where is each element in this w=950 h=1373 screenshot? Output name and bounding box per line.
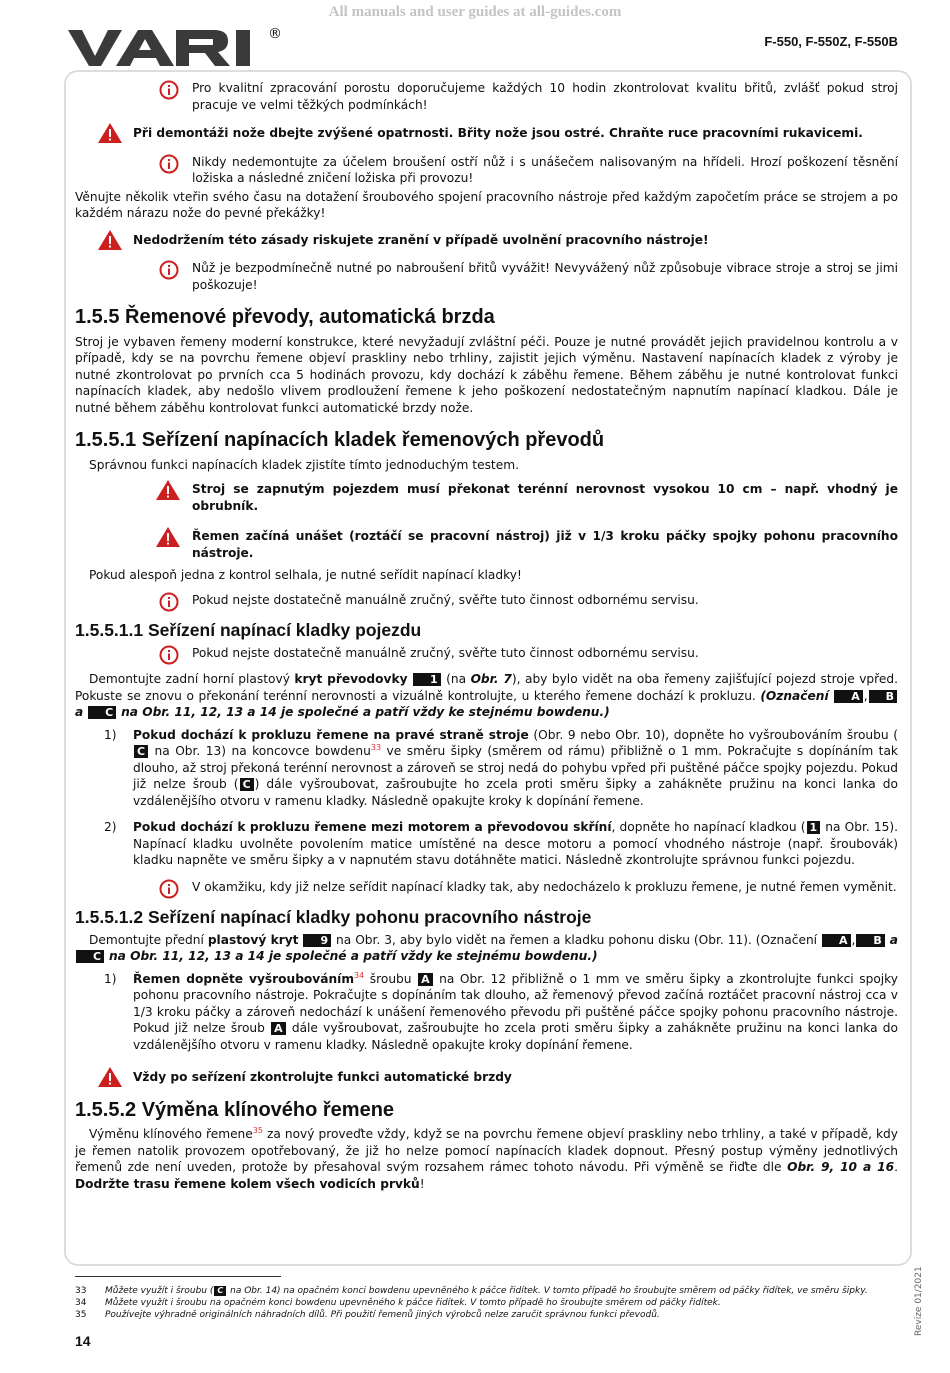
warning-triangle-icon [97, 122, 123, 149]
note-text: Nikdy nedemontujte za účelem broušení ostří nůž i s unášečem nalisovaným na hřídeli. Hrozí poškození těsnění ložiska a následné zničení ložiska při provozu! [192, 154, 898, 185]
section-heading-1-5-5-1-1: 1.5.5.1.1 Seřízení napínací kladky pojezdu [75, 620, 422, 640]
info-note [75, 592, 898, 609]
warning-triangle-icon [155, 479, 181, 506]
info-note [75, 879, 898, 896]
info-note [75, 260, 898, 293]
callout-box: C [76, 950, 104, 963]
callout-box: C [214, 1286, 226, 1296]
info-note [75, 154, 898, 187]
note-text: Nůž je bezpodmínečně nutné po nabroušení břitů vyvážit! Nevyvážený nůž způsobuje vibrace stroje a stroj se jimi poškozuje! [192, 261, 898, 292]
section-heading-1-5-5-2: 1.5.5.2 Výměna klínového řemene [75, 1098, 395, 1121]
footnote: 33 Můžete využít i šroubu ( C na Obr. 14) na opačném konci bowdenu upevněného k páčce řidítek. V tomto případě ho šroubujte směrem od páčky řidítek, ve směru šipky. [75, 1286, 868, 1296]
footnote-divider [75, 1276, 281, 1277]
callout-box: A [822, 934, 851, 947]
body-paragraph: Stroj je vybaven řemeny moderní konstrukce, které nevyžadují zvláštní péči. Pouze je nutné provádět jejich pravidelnou kontrolu a v případě, kdy se na povrchu řemene objeví praskliny nebo trhliny, zajistit jejich výměnu. Nastavení napínacích kladek z výroby je nutné zkontrolovat po prvních cca 5 hodinách provozu, kdy dochází k záběhu řemene. Během záběhu je nutné kontrolovat funkci napínacích kladek, aby nedošlo vlivem prodloužení řemene k jeho poškození nedostatečným napnutím napínací kladkou. Dále je nutné během záběhu kontrolovat funkci automatické brzdy nože. [75, 334, 898, 415]
callout-box: C [240, 778, 254, 791]
body-paragraph: Pokud alespoň jedna z kontrol selhala, je nutné seřídit napínací kladky! [89, 568, 522, 582]
callout-box: 1 [413, 673, 441, 686]
body-paragraph: Správnou funkci napínacích kladek zjistíte tímto jednoduchým testem. [89, 457, 519, 472]
info-circle-icon [159, 645, 179, 670]
footnote-ref: 34 [354, 970, 365, 980]
footnote-ref: 35 [252, 1125, 263, 1135]
section-heading-1-5-5: 1.5.5 Řemenové převody, automatická brzda [75, 306, 495, 328]
list-item: 1) Pokud dochází k prokluzu řemene na pravé straně stroje (Obr. 9 nebo Obr. 10), dopněte ho vyšroubováním šroubu (C na Obr. 13) na koncovce bowdenu$^{33}$ ve směru šipky (směrem od rámu) přibližně o 1 mm. Pokračujte s dopínáním tak dlouho, až stroj překoná terénní nerovnost a zároveň se stroj nedá do pohybu vpřed při puštěné páčce spojky pojezdu. Pokud již nelze šroub ( C ) dále vyšroubovat, zašroubujte ho zcela proti směru šipky a zahákněte pružinu na konci lanka do vzdálenějšího otvoru v ramenu kladky. Následně opakujte kroky k dopínání řemene. [104, 727, 899, 808]
info-circle-icon [159, 260, 179, 285]
model-header: F-550, F-550Z, F-550B [764, 34, 898, 49]
watermark: All manuals and user guides at all-guides.com [328, 4, 622, 20]
callout-box: B [856, 934, 884, 947]
warning-triangle-icon [155, 526, 181, 553]
warning-text: Vždy po seřízení zkontrolujte funkci automatické brzdy [133, 1070, 512, 1084]
note-text: Pokud nejste dostatečně manuálně zručný, svěřte tuto činnost odbornému servisu. [192, 592, 699, 607]
callout-box: A [834, 690, 863, 703]
warning-triangle-icon [97, 1066, 123, 1093]
warning-note [75, 125, 898, 142]
footnote: 34 Můžete využít i šroubu na opačném konci bowdenu upevněného k páčce řidítek. V tomto případě ho šroubujte směrem od páčky řidítek. [75, 1298, 721, 1308]
warning-note [75, 1069, 898, 1086]
callout-box: 9 [303, 934, 331, 947]
callout-box: C [134, 745, 148, 758]
warning-text: Řemen začíná unášet (roztáčí se pracovní nástroj) již v 1/3 kroku páčky spojky pohonu pracovního nástroje. [192, 529, 898, 560]
section-heading-1-5-5-1: 1.5.5.1 Seřízení napínacích kladek řemenových převodů [75, 429, 605, 451]
warning-note [75, 232, 898, 249]
warning-triangle-icon [97, 229, 123, 256]
info-note [75, 80, 898, 113]
warning-text: Stroj se zapnutým pojezdem musí překonat terénní nerovnost vysokou 10 cm – např. vhodný je obrubník. [192, 482, 898, 513]
page-number: 14 [75, 1333, 91, 1349]
footnote-ref: 33 [370, 742, 382, 752]
info-circle-icon [159, 80, 179, 105]
body-paragraph: Demontujte zadní horní plastový kryt převodovky 1 (na Obr. 7), aby bylo vidět na oba řemeny zajišťující pojezd stroje vpřed. Pokuste se znovu o překonání terénní nerovnosti a vizuálně kontrolujte, u kterého řemene dochází k prokluzu. (Označení A , B a C na Obr. 11, 12, 13 a 14 je společné a patří vždy ke stejnému bowdenu.) [75, 672, 898, 719]
info-note [75, 645, 898, 662]
info-circle-icon [159, 879, 179, 904]
footnotes [75, 1285, 895, 1321]
info-circle-icon [159, 592, 179, 617]
callout-box: 1 [807, 821, 821, 834]
warning-note [75, 481, 898, 514]
callout-box: A [418, 973, 433, 986]
section-heading-1-5-5-1-2: 1.5.5.1.2 Seřízení napínací kladky pohonu pracovního nástroje [75, 907, 592, 927]
body-paragraph: Demontujte přední plastový kryt 9 na Obr. 3, aby bylo vidět na řemen a kladku pohonu disku (Obr. 11). (Označení A , B a C na Obr. 11, 12, 13 a 14 je společné a patří vždy ke stejnému bowdenu.) [75, 932, 898, 965]
info-circle-icon [159, 154, 179, 179]
list-item: 1) Řemen dopněte vyšroubováním$^{34}$ šroubu A na Obr. 12 přibližně o 1 mm ve směru šipky a zkontrolujte funkci spojky pohonu pracovního nástroje. Pokračujte s dopínáním tak dlouho, až řemenový převod začíná roztáčet pracovní nástroj cca v 1/3 kroku páčky a zároveň nedochází k unášení řemenového převodu při puštěné páčce spojky pohonu pracovního nástroje. Pokud již nelze šroub A dále vyšroubovat, zašroubujte ho zcela proti směru šipky a zahákněte pružinu na konci lanka do vzdálenějšího otvoru v ramenu kladky. Následně opakujte kroky dopínání řemene. [104, 970, 898, 1052]
vari-logo [68, 28, 283, 68]
warning-text: Při demontáži nože dbejte zvýšené opatrnosti. Břity nože jsou ostré. Chraňte ruce pracovními rukavicemi. [133, 126, 863, 140]
body-paragraph: Věnujte několik vteřin svého času na dotažení šroubového spojení pracovního nástroje před každým započetím práce se strojem a po každém nárazu nože do pevné překážky! [75, 189, 898, 220]
logo-registered-mark: ® [268, 26, 282, 42]
footnote: 35 Používejte výhradně originálních náhradních dílů. Při použití řemenů jiných výrobců nelze zaručit správnou funkci převodů. [75, 1310, 660, 1320]
callout-box: C [88, 706, 116, 719]
page-content [75, 80, 898, 1198]
note-text: V okamžiku, kdy již nelze seřídit napínací kladky tak, aby nedocházelo k prokluzu řemene, je nutné řemen vyměnit. [192, 879, 897, 894]
callout-box: B [869, 690, 897, 703]
warning-note [75, 528, 898, 561]
body-paragraph: Výměnu klínového řemene$^{35}$ za nový proveďte vždy, když se na povrchu řemene objeví praskliny nebo trhliny, a také v případě, kdy je řemen natolik provozem opotřebovaný, že již ho nelze pomocí napínacích kladek dopnout. Přesný postup výměny jednotlivých řemenů zde není uveden, protože by přesahoval svým rozsahem rámec tohoto návodu. Při výměně se řiďte dle Obr. 9, 10 a 16. Dodržte trasu řemene kolem všech vodicích prvků! [75, 1125, 898, 1191]
callout-box: A [271, 1022, 286, 1035]
note-text: Pro kvalitní zpracování porostu doporučujeme každých 10 hodin zkontrolovat kvalitu břitů, zvlášť pokud stroj pracuje ve velmi těžkých podmínkách! [192, 81, 898, 112]
list-item: 2) Pokud dochází k prokluzu řemene mezi motorem a převodovou skříní, dopněte ho napínací kladkou ( 1 na Obr. 15). Napínací kladku uvolněte povolením matice umístěné na desce motoru a pomocí vhodného nástroje (např. šroubovák) kladku napněte ve směru šipky a v napnutém stavu dotáhněte matici. Následně zkontrolujte správnou funkci pojezdu. [104, 820, 899, 867]
note-text: Pokud nejste dostatečně manuálně zručný, svěřte tuto činnost odbornému servisu. [192, 645, 699, 660]
warning-text: Nedodržením této zásady riskujete zranění v případě uvolnění pracovního nástroje! [133, 232, 709, 247]
revision-label: Revize 01/2021 [914, 1266, 924, 1336]
